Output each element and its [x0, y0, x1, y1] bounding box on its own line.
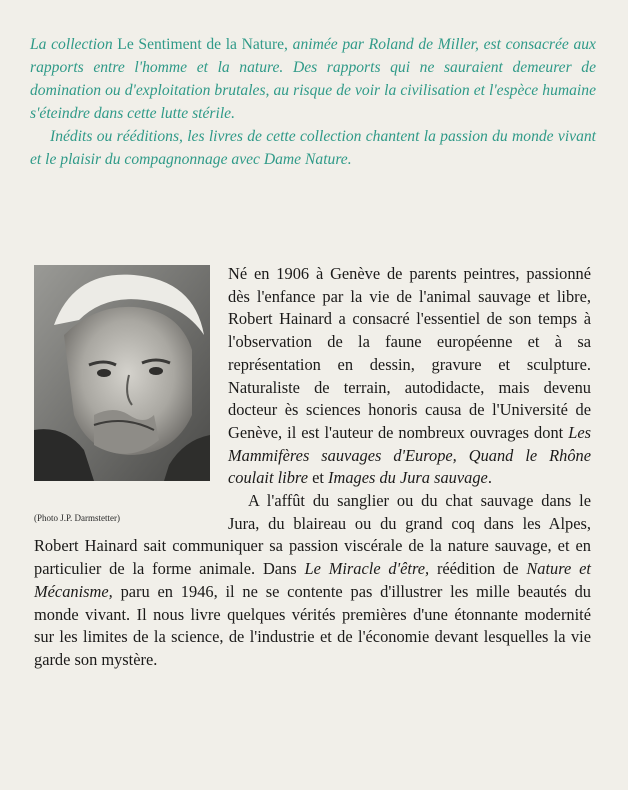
- intro-text-3: Inédits ou rééditions, les livres de cette collection chantent la passion du monde vivant et le plaisir du compagnonnage avec Dame Nature.: [30, 128, 596, 168]
- book-title-rhone: Quand le Rhône coulait libre: [228, 445, 591, 488]
- author-biography: [34, 263, 591, 672]
- photo-float-spacer: [34, 263, 214, 533]
- intro-text-2: animée par Roland de Miller, est consacrée aux rapports entre l'homme et la nature. Des rapports qui ne sauraient demeurer de domination ou d'exploitation brutales, au risque de voir la civilisation et l'espèce humaine s'éteindre dans cette lutte stérile.: [30, 36, 596, 122]
- collection-name: Le Sentiment de la Nature,: [117, 36, 288, 53]
- bio-text-3: .: [487, 468, 492, 488]
- intro-text-1: La collection: [30, 36, 113, 53]
- bio-text-5: réédition de: [436, 559, 519, 579]
- intro-paragraph-2: [30, 125, 596, 171]
- bio-text-1: Né en 1906 à Genève de parents peintres, passionné dès l'enfance par la vie de l'animal sauvage et libre, Robert Hainard a consacré l'essentiel de son temps à l'observation de la faune européenne et à sa représentation en dessin, gravure et sculpture. Naturaliste de terrain, autodidacte, mais devenu docteur ès sciences honoris causa de l'Université de Genève, il est l'auteur de nombreux ouvrages dont: [228, 264, 591, 442]
- book-title-mammiferes: Les Mammifères sauvages d'Europe,: [228, 422, 591, 465]
- bio-text-4: A l'affût du sanglier ou du chat sauvage dans le Jura, du blaireau ou du grand coq dans les Alpes, Robert Hainard sait communiquer sa passion viscérale de la nature sauvage, et en particulier de la forme animale. Dans: [34, 491, 591, 579]
- collection-intro: [30, 33, 596, 171]
- book-title-miracle: Le Miracle d'être,: [304, 559, 430, 579]
- book-title-nature-mecanisme: Nature et Mécanisme,: [34, 559, 591, 601]
- photo-caption: (Photo J.P. Darmstetter): [34, 513, 120, 523]
- bio-text-6: paru en 1946, il ne se contente pas d'illustrer les mille beautés du monde vivant. Il nous livre quelques vérités premières d'une étonnante modernité sur les limites de la science, de l'industrie et de l'économie devant lesquelles la vie garde son mystère.: [34, 581, 591, 669]
- intro-paragraph-1: [30, 33, 596, 125]
- bio-text-2: et: [312, 468, 324, 488]
- book-title-jura: Images du Jura sauvage: [328, 468, 488, 488]
